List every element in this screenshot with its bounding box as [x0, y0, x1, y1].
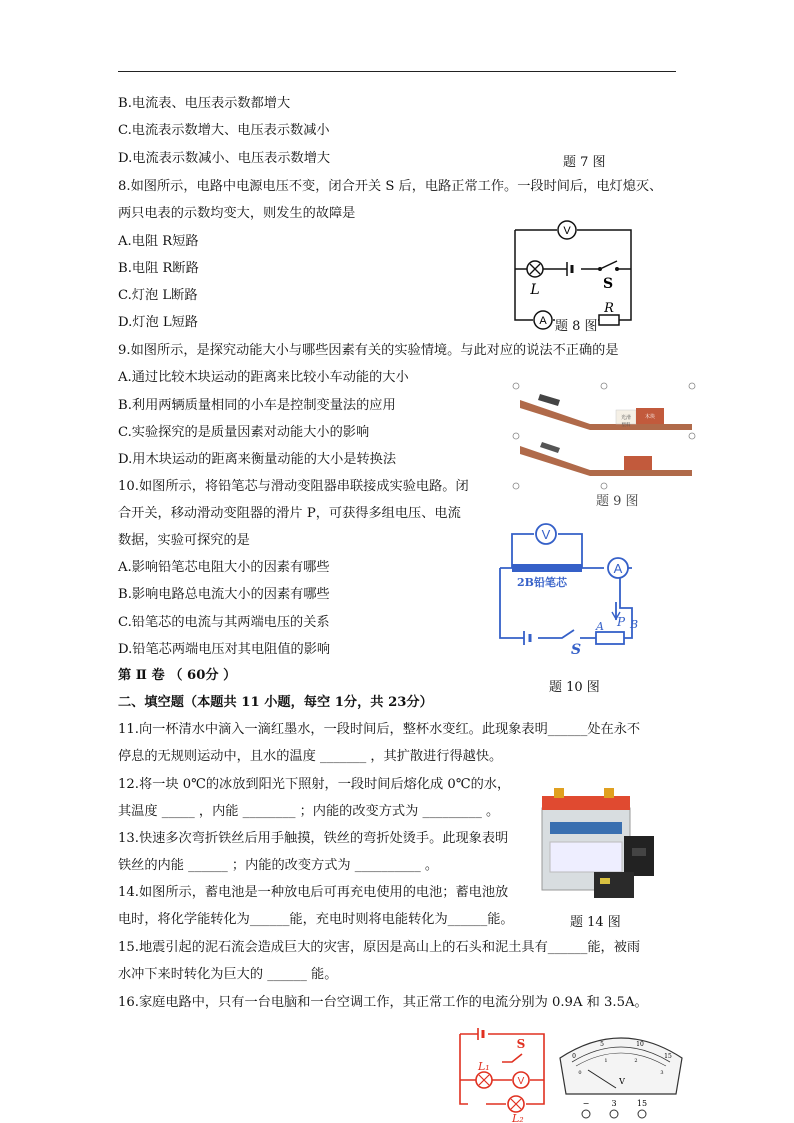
cart-bottom-icon	[540, 442, 560, 453]
section-title: 第 Ⅱ 卷 （ 60分 ）	[118, 668, 237, 683]
option-10a: A.影响铅笔芯电阻大小的因素有哪些	[118, 560, 330, 575]
terminal-3: 3	[611, 1099, 617, 1108]
fig10-p-label: P	[616, 615, 626, 629]
option-7c: C.电流表示数增大、电压表示数减小	[118, 123, 330, 138]
cart-top-icon	[538, 394, 560, 406]
fig16-s-label: S	[516, 1037, 526, 1051]
resistor-icon	[599, 315, 619, 325]
figure-9-ramps	[512, 382, 696, 490]
question-10-cont2: 数据，实验可探究的是	[118, 533, 250, 548]
block-bottom-icon	[624, 456, 652, 470]
rheostat-icon	[596, 632, 624, 644]
fig10-a-label: A	[613, 561, 623, 576]
fig10-pencil-label: 2B铅笔芯	[517, 576, 567, 589]
terminal-icon	[610, 1110, 618, 1118]
option-9b: B.利用两辆质量相同的小车是控制变量法的应用	[118, 398, 396, 413]
fig8-s-label: S	[602, 276, 614, 292]
question-10-cont1: 合开关，移动滑动变阻器的滑片 P，可获得多组电压、电流	[118, 506, 461, 521]
figure-16	[456, 1022, 686, 1122]
question-12-cont: 其温度 _____ ，内能 ________ ；内能的改变方式为 _________ 。	[118, 804, 500, 819]
option-8d: D.灯泡 L短路	[118, 315, 198, 330]
inner-2: 2	[634, 1058, 638, 1064]
fig8-a-label: A	[539, 315, 547, 327]
fig10-aend-label: A	[596, 620, 604, 633]
caption-fig14: 题 14 图	[570, 915, 621, 930]
question-11-cont: 停息的无规则运动中，且水的温度 _______ ，其扩散进行得越快。	[118, 749, 503, 764]
question-13-cont: 铁丝的内能 ______ ；内能的改变方式为 __________ 。	[118, 858, 439, 873]
question-10: 10.如图所示，将铅笔芯与滑动变阻器串联接成实验电路。闭	[118, 479, 469, 494]
fig9-label2: 木块	[644, 414, 656, 420]
ramp-bottom	[520, 446, 692, 476]
fig8-l-label: L	[530, 282, 540, 298]
fig9-label3: 塑料	[621, 423, 631, 428]
figure-14-battery-photo	[540, 786, 660, 906]
terminal-neg: −	[582, 1099, 590, 1108]
fig16-l1-label: L₁	[478, 1060, 490, 1073]
option-10c: C.铅笔芯的电流与其两端电压的关系	[118, 615, 330, 630]
inner-3: 3	[660, 1070, 664, 1076]
caption-fig7: 题 7 图	[563, 155, 606, 170]
fig8-r-label: R	[604, 301, 614, 316]
option-7d: D.电流表示数减小、电压表示数增大	[118, 151, 331, 166]
terminal-icon	[582, 1110, 590, 1118]
question-11: 11.向一杯清水中滴入一滴红墨水，一段时间后，整杯水变红。此现象表明______处在永不	[118, 722, 641, 737]
option-8c: C.灯泡 L断路	[118, 288, 198, 303]
inner-0: 0	[578, 1070, 582, 1076]
question-8: 8.如图所示，电路中电源电压不变，闭合开关 S 后，电路正常工作。一段时间后，电灯熄灭、	[118, 179, 663, 194]
figure-10-circuit	[498, 520, 638, 660]
meter-unit: V	[619, 1077, 625, 1086]
fig10-v-label: V	[541, 527, 551, 542]
question-12: 12.将一块 0℃的冰放到阳光下照射，一段时间后熔化成 0℃的水，	[118, 777, 511, 792]
option-7b: B.电流表、电压表示数都增大	[118, 96, 291, 111]
scale-0: 0	[572, 1053, 576, 1060]
terminal-icon	[638, 1110, 646, 1118]
question-14: 14.如图所示，蓄电池是一种放电后可再充电使用的电池；蓄电池放	[118, 885, 509, 900]
scale-5: 5	[600, 1041, 604, 1048]
option-9d: D.用木块运动的距离来衡量动能的大小是转换法	[118, 452, 397, 467]
option-10d: D.铅笔芯两端电压对其电阻值的影响	[118, 642, 331, 657]
ramp-top	[520, 400, 692, 430]
inner-1: 1	[604, 1058, 608, 1064]
fig10-s-label: S	[570, 642, 582, 658]
scale-10: 10	[636, 1041, 644, 1048]
option-10b: B.影响电路总电流大小的因素有哪些	[118, 587, 330, 602]
question-8-cont: 两只电表的示数均变大，则发生的故障是	[118, 206, 356, 221]
option-9a: A.通过比较木块运动的距离来比较小车动能的大小	[118, 370, 409, 385]
option-8a: A.电阻 R短路	[118, 234, 199, 249]
option-9c: C.实验探究的是质量因素对动能大小的影响	[118, 425, 370, 440]
fig16-wires	[460, 1034, 544, 1104]
small-battery-2	[594, 872, 634, 898]
fig16-l2-label: L₂	[512, 1112, 524, 1123]
question-15-cont: 水冲下来时转化为巨大的 ______ 能。	[118, 967, 338, 982]
caption-fig9: 题 9 图	[596, 494, 639, 509]
fig16-v-label: V	[517, 1076, 525, 1087]
question-15: 15.地震引起的泥石流会造成巨大的灾害，原因是高山上的石头和泥土具有______能，被雨	[118, 940, 641, 955]
fig9-label1: 光滑	[620, 415, 632, 421]
caption-fig8: 题 8 图	[555, 315, 598, 334]
terminal-15: 15	[636, 1099, 648, 1108]
caption-fig10: 题 10 图	[549, 680, 600, 695]
scale-15: 15	[664, 1053, 672, 1060]
question-16: 16.家庭电路中，只有一台电脑和一台空调工作，其正常工作的电流分别为 0.9A 和 3.5A。	[118, 995, 648, 1010]
fig8-v-label: V	[563, 225, 571, 237]
fig10-b-label: B	[629, 618, 639, 631]
option-8b: B.电阻 R断路	[118, 261, 199, 276]
header-rule	[118, 71, 676, 72]
question-9: 9.如图所示，是探究动能大小与哪些因素有关的实验情境。与此对应的说法不正确的是	[118, 343, 619, 358]
section-heading-fill: 二、填空题（本题共 11 小题，每空 1分，共 23分）	[118, 695, 433, 710]
pencil-lead-icon	[512, 564, 582, 572]
question-14-cont: 电时，将化学能转化为______能，充电时则将电能转化为______能。	[118, 912, 514, 927]
question-13: 13.快速多次弯折铁丝后用手触摸，铁丝的弯折处烫手。此现象表明	[118, 831, 509, 846]
